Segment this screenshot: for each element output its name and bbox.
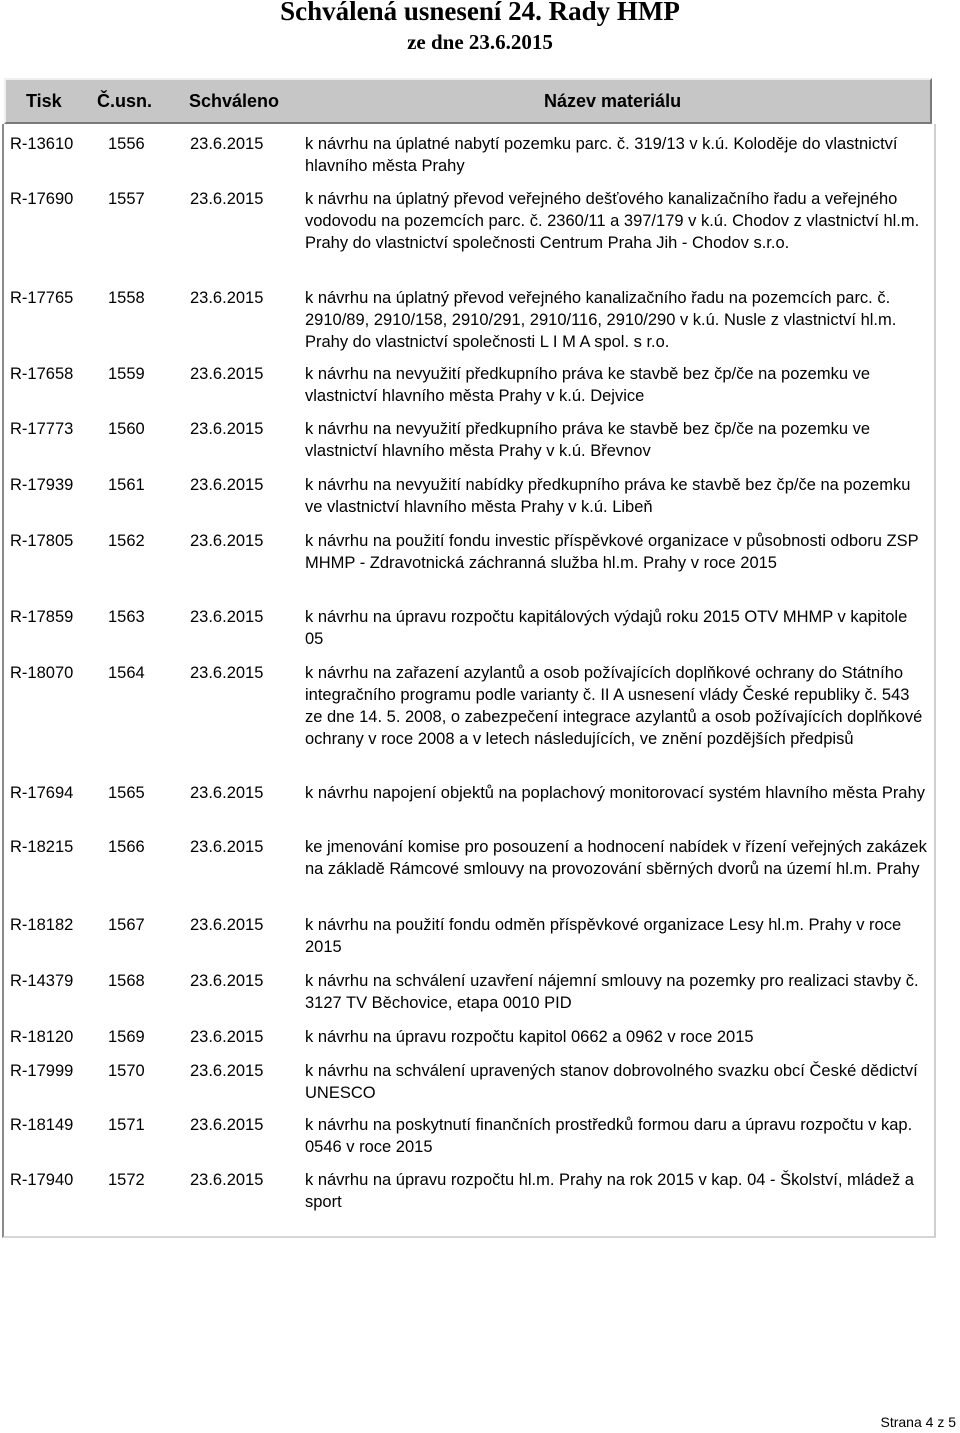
cell-tisk: R-17939 xyxy=(10,476,74,494)
page-number: Strana 4 z 5 xyxy=(880,1414,956,1430)
cell-cislo: 1565 xyxy=(108,784,145,802)
cell-cislo: 1569 xyxy=(108,1028,145,1046)
cell-name: k návrhu na zařazení azylantů a osob požívajících doplňkové ochrany do Státního integračního programu podle varianty č. II A usnesení vlády České republiky č. 543 ze dne 14. 5. 2008, o zabezpečení integrace azylantů a osob požívajících doplňkové ochrany v roce 2008 a v letech následujících, ve znění pozdějších předpisů xyxy=(305,664,923,748)
cell-date: 23.6.2015 xyxy=(190,972,264,990)
cell-cislo: 1556 xyxy=(108,135,145,153)
cell-name: k návrhu na úplatný převod veřejného kanalizačního řadu na pozemcích parc. č. 2910/89, 2910/158, 2910/291, 2910/116, 2910/290 v k.ú. Nusle z vlastnictví hl.m. Prahy do vlastnictví společnosti L I M A spol. s r.o. xyxy=(305,289,897,351)
cell-name: k návrhu na úpravu rozpočtu kapitol 0662 a 0962 v roce 2015 xyxy=(305,1028,754,1046)
cell-cislo: 1564 xyxy=(108,664,145,682)
cell-tisk: R-18149 xyxy=(10,1116,74,1134)
cell-tisk: R-18120 xyxy=(10,1028,74,1046)
cell-cislo: 1562 xyxy=(108,532,145,550)
cell-name: k návrhu na použití fondu investic příspěvkové organizace v působnosti odboru ZSP MHMP - Zdravotnická záchranná služba hl.m. Prahy v roce 2015 xyxy=(305,532,919,572)
cell-tisk: R-17690 xyxy=(10,190,74,208)
cell-tisk: R-18215 xyxy=(10,838,74,856)
title-line-1: Schválená usnesení 24. Rady HMP xyxy=(280,0,680,26)
cell-name: ke jmenování komise pro posouzení a hodnocení nabídek v řízení veřejných zakázek na základě Rámcové smlouvy na provozování sběrných dvorů na území hl.m. Prahy xyxy=(305,838,927,878)
cell-date: 23.6.2015 xyxy=(190,532,264,550)
cell-date: 23.6.2015 xyxy=(190,476,264,494)
cell-name: k návrhu na nevyužití předkupního práva ke stavbě bez čp/če na pozemku ve vlastnictví hlavního města Prahy v k.ú. Dejvice xyxy=(305,365,871,405)
cell-tisk: R-17773 xyxy=(10,420,74,438)
cell-date: 23.6.2015 xyxy=(190,838,264,856)
cell-cislo: 1561 xyxy=(108,476,145,494)
cell-date: 23.6.2015 xyxy=(190,916,264,934)
cell-cislo: 1560 xyxy=(108,420,145,438)
cell-cislo: 1567 xyxy=(108,916,145,934)
cell-date: 23.6.2015 xyxy=(190,289,264,307)
cell-date: 23.6.2015 xyxy=(190,420,264,438)
column-header-cislo: Č.usn. xyxy=(97,91,153,111)
cell-tisk: R-18182 xyxy=(10,916,74,934)
cell-tisk: R-17859 xyxy=(10,608,74,626)
cell-name: k návrhu na poskytnutí finančních prostředků formou daru a úpravu rozpočtu v kap. 0546 v roce 2015 xyxy=(305,1116,913,1156)
cell-tisk: R-17658 xyxy=(10,365,74,383)
cell-tisk: R-17940 xyxy=(10,1171,74,1189)
cell-name: k návrhu na nevyužití předkupního práva ke stavbě bez čp/če na pozemku ve vlastnictví hlavního města Prahy v k.ú. Břevnov xyxy=(305,420,871,460)
cell-name: k návrhu na schválení upravených stanov dobrovolného svazku obcí České dědictví UNESCO xyxy=(305,1062,918,1102)
cell-tisk: R-17765 xyxy=(10,289,74,307)
cell-date: 23.6.2015 xyxy=(190,190,264,208)
cell-tisk: R-18070 xyxy=(10,664,74,682)
cell-cislo: 1570 xyxy=(108,1062,145,1080)
cell-date: 23.6.2015 xyxy=(190,1028,264,1046)
column-header-tisk: Tisk xyxy=(26,91,62,111)
cell-tisk: R-17999 xyxy=(10,1062,74,1080)
cell-name: k návrhu na úpravu rozpočtu hl.m. Prahy na rok 2015 v kap. 04 - Školství, mládež a sport xyxy=(305,1171,914,1211)
column-header-nazev: Název materiálu xyxy=(544,91,682,111)
cell-date: 23.6.2015 xyxy=(190,1062,264,1080)
cell-tisk: R-17805 xyxy=(10,532,74,550)
column-header-schvaleno: Schváleno xyxy=(189,91,280,111)
cell-date: 23.6.2015 xyxy=(190,135,264,153)
cell-cislo: 1568 xyxy=(108,972,145,990)
cell-cislo: 1557 xyxy=(108,190,145,208)
cell-tisk: R-14379 xyxy=(10,972,74,990)
cell-name: k návrhu na použití fondu odměn příspěvkové organizace Lesy hl.m. Prahy v roce 2015 xyxy=(305,916,902,956)
cell-name: k návrhu na schválení uzavření nájemní smlouvy na pozemky pro realizaci stavby č. 3127 TV Běchovice, etapa 0010 PID xyxy=(305,972,919,1012)
cell-cislo: 1571 xyxy=(108,1116,145,1134)
cell-date: 23.6.2015 xyxy=(190,1116,264,1134)
cell-name: k návrhu na úplatný převod veřejného dešťového kanalizačního řadu a veřejného vodovodu na pozemcích parc. č. 2360/11 a 397/179 v k.ú. Chodov z vlastnictví hl.m. Prahy do vlastnictví společnosti Centrum Praha Jih - Chodov s.r.o. xyxy=(305,190,920,252)
title-line-2: ze dne 23.6.2015 xyxy=(407,30,553,54)
cell-cislo: 1572 xyxy=(108,1171,145,1189)
cell-date: 23.6.2015 xyxy=(190,365,264,383)
cell-date: 23.6.2015 xyxy=(190,784,264,802)
cell-cislo: 1563 xyxy=(108,608,145,626)
cell-cislo: 1558 xyxy=(108,289,145,307)
cell-date: 23.6.2015 xyxy=(190,1171,264,1189)
cell-date: 23.6.2015 xyxy=(190,608,264,626)
cell-tisk: R-13610 xyxy=(10,135,74,153)
cell-cislo: 1559 xyxy=(108,365,145,383)
cell-name: k návrhu na úplatné nabytí pozemku parc. č. 319/13 v k.ú. Koloděje do vlastnictví hlavního města Prahy xyxy=(305,135,898,175)
cell-cislo: 1566 xyxy=(108,838,145,856)
cell-date: 23.6.2015 xyxy=(190,664,264,682)
cell-name: k návrhu napojení objektů na poplachový monitorovací systém hlavního města Prahy xyxy=(305,784,926,802)
cell-name: k návrhu na nevyužití nabídky předkupního práva ke stavbě bez čp/če na pozemku ve vlastnictví hlavního města Prahy v k.ú. Libeň xyxy=(305,476,911,516)
cell-tisk: R-17694 xyxy=(10,784,74,802)
cell-name: k návrhu na úpravu rozpočtu kapitálových výdajů roku 2015 OTV MHMP v kapitole 05 xyxy=(305,608,908,648)
